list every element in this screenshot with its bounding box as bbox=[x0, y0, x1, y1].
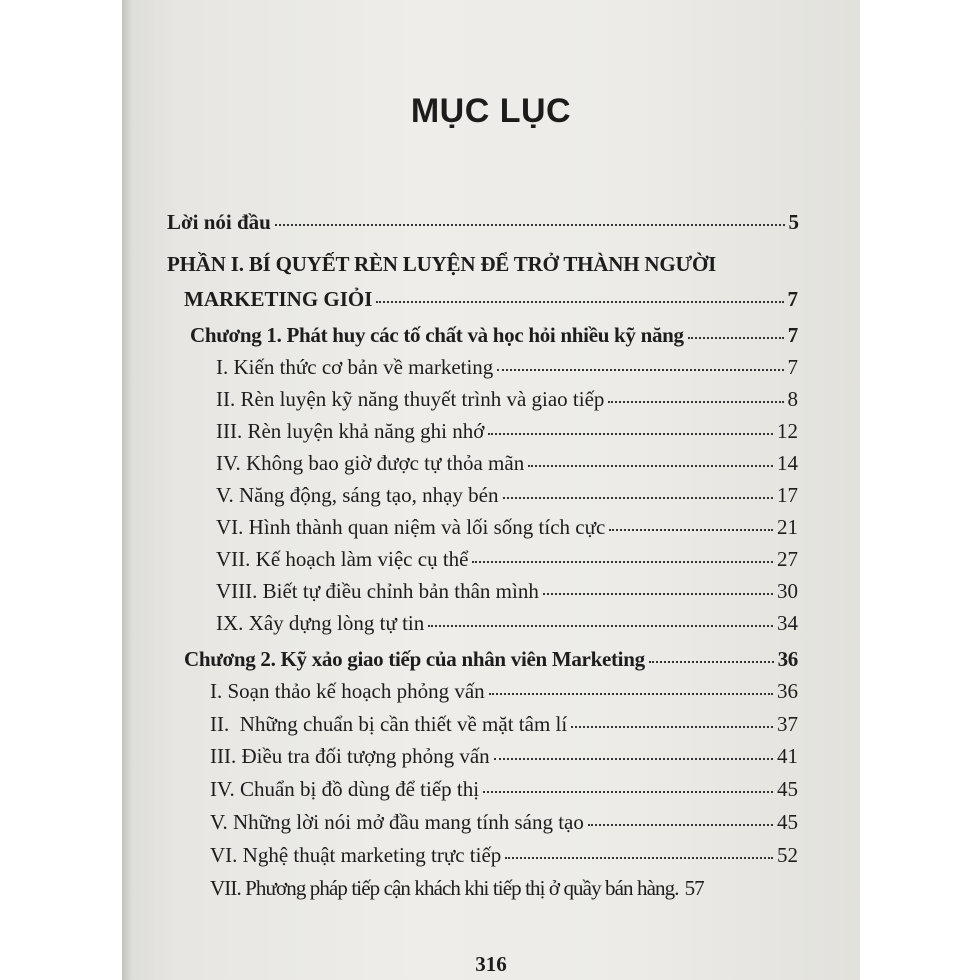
toc-entry-section bbox=[216, 611, 798, 636]
toc-entry-section bbox=[210, 777, 798, 802]
toc-entry-page: 8 bbox=[787, 387, 798, 411]
leader-dots bbox=[588, 824, 773, 826]
toc-entry-label: III. Rèn luyện khả năng ghi nhớ bbox=[216, 419, 485, 443]
toc-entry-page: 27 bbox=[777, 547, 798, 571]
toc-entry-label: I. Kiến thức cơ bản về marketing bbox=[216, 355, 494, 379]
toc-entry-label: VII. Phương pháp tiếp cận khách khi tiếp thị ở quầy bán hàng. bbox=[210, 876, 679, 900]
leader-dots bbox=[528, 465, 773, 467]
toc-entry-page: 57 bbox=[684, 876, 704, 900]
toc-entry-label: IV. Không bao giờ được tự thỏa mãn bbox=[216, 451, 525, 475]
toc-entry-page: 41 bbox=[777, 744, 798, 768]
toc-entry-label: VI. Hình thành quan niệm và lối sống tích cực bbox=[216, 515, 606, 539]
toc-entry-page: 37 bbox=[777, 712, 798, 736]
toc-entry-section bbox=[210, 843, 798, 868]
toc-entry-chapter-2 bbox=[184, 647, 798, 672]
toc-entry-section bbox=[216, 387, 798, 412]
toc-entry-section bbox=[210, 679, 798, 704]
leader-dots bbox=[571, 726, 773, 728]
toc-entry-part-1 bbox=[184, 287, 798, 312]
toc-entry-page: 34 bbox=[777, 611, 798, 635]
toc-entry-label: Lời nói đầu bbox=[167, 210, 271, 234]
leader-dots bbox=[543, 593, 773, 595]
page-number-footer: 316 bbox=[475, 952, 507, 976]
toc-entry-label: VII. Kế hoạch làm việc cụ thể bbox=[216, 547, 469, 571]
toc-entry-label: IX. Xây dựng lòng tự tin bbox=[216, 611, 425, 635]
toc-entry-section bbox=[216, 483, 798, 508]
toc-entry-page: 7 bbox=[787, 355, 798, 379]
toc-entry-label: V. Những lời nói mở đầu mang tính sáng tạo bbox=[210, 810, 584, 834]
leader-dots bbox=[275, 224, 785, 226]
toc-entry-section bbox=[216, 547, 798, 572]
toc-entry-page: 5 bbox=[788, 210, 799, 234]
toc-entry-page: 7 bbox=[787, 287, 798, 311]
toc-entry-chapter-1 bbox=[190, 323, 798, 348]
toc-entry-section bbox=[216, 355, 798, 380]
toc-entry-page: 45 bbox=[777, 777, 798, 801]
toc-entry-section bbox=[210, 712, 798, 737]
toc-entry-label: II. Rèn luyện kỹ năng thuyết trình và giao tiếp bbox=[216, 387, 605, 411]
toc-entry-section bbox=[216, 515, 798, 540]
leader-dots bbox=[608, 401, 783, 403]
toc-part-heading: PHẦN I. BÍ QUYẾT RÈN LUYỆN ĐỂ TRỞ THÀNH NGƯỜI bbox=[167, 252, 717, 276]
leader-dots bbox=[489, 693, 773, 695]
leader-dots bbox=[483, 791, 773, 793]
page-title: MỤC LỤC bbox=[410, 92, 572, 130]
leader-dots bbox=[503, 497, 774, 499]
leader-dots bbox=[488, 433, 773, 435]
toc-entry-label: MARKETING GIỎI bbox=[184, 287, 373, 311]
toc-entry-label: IV. Chuẩn bị đồ dùng để tiếp thị bbox=[210, 777, 480, 801]
toc-entry-label: Chương 1. Phát huy các tố chất và học hỏi nhiều kỹ năng bbox=[190, 323, 684, 347]
book-page bbox=[122, 0, 860, 980]
toc-entry-page: 21 bbox=[777, 515, 798, 539]
toc-entry-label: III. Điều tra đối tượng phỏng vấn bbox=[210, 744, 490, 768]
toc-entry-page: 17 bbox=[777, 483, 798, 507]
toc-entry-page: 7 bbox=[787, 323, 798, 347]
page-edge-shadow bbox=[122, 0, 132, 980]
toc-entry-section bbox=[216, 419, 798, 444]
toc-entry-label: VIII. Biết tự điều chỉnh bản thân mình bbox=[216, 579, 539, 603]
leader-dots bbox=[472, 561, 773, 563]
toc-entry-page: 45 bbox=[777, 810, 798, 834]
toc-entry-label: Chương 2. Kỹ xảo giao tiếp của nhân viên Marketing bbox=[184, 647, 645, 671]
leader-dots bbox=[609, 529, 773, 531]
leader-dots bbox=[649, 661, 774, 663]
toc-entry-label: VI. Nghệ thuật marketing trực tiếp bbox=[210, 843, 502, 867]
leader-dots bbox=[688, 337, 784, 339]
toc-entry-page: 14 bbox=[777, 451, 798, 475]
leader-dots bbox=[505, 857, 773, 859]
toc-entry-label: I. Soạn thảo kế hoạch phỏng vấn bbox=[210, 679, 485, 703]
toc-entry-page: 36 bbox=[777, 679, 798, 703]
leader-dots bbox=[494, 758, 773, 760]
leader-dots bbox=[428, 625, 773, 627]
toc-entry-page: 12 bbox=[777, 419, 798, 443]
toc-entry-section bbox=[210, 810, 798, 835]
toc-entry-preface bbox=[167, 210, 799, 235]
toc-entry-section bbox=[210, 744, 798, 769]
toc-entry-section bbox=[216, 451, 798, 476]
toc-entry-page: 52 bbox=[777, 843, 798, 867]
toc-entry-page: 36 bbox=[777, 647, 798, 671]
toc-entry-section bbox=[210, 876, 798, 901]
toc-entry-label: II. Những chuẩn bị cần thiết về mặt tâm lí bbox=[210, 712, 568, 736]
leader-dots bbox=[376, 301, 783, 303]
leader-dots bbox=[497, 369, 783, 371]
toc-entry-page: 30 bbox=[777, 579, 798, 603]
toc-entry-section bbox=[216, 579, 798, 604]
toc-entry-label: V. Năng động, sáng tạo, nhạy bén bbox=[216, 483, 499, 507]
